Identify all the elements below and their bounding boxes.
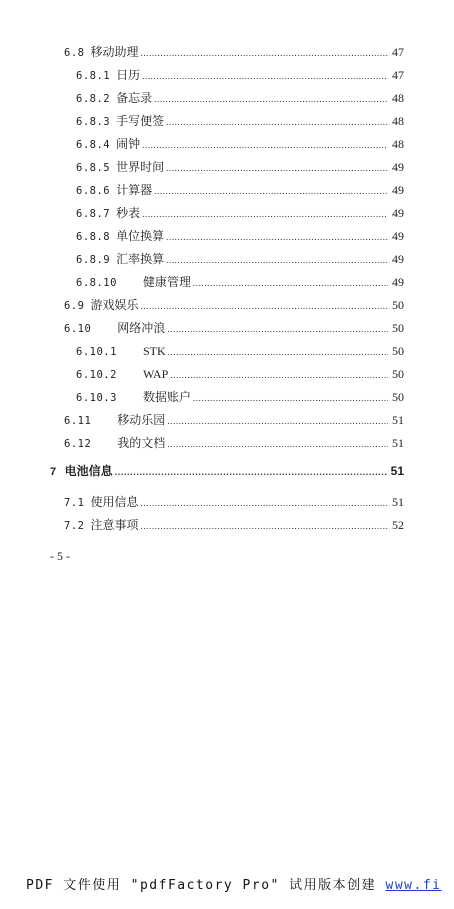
toc-leader-dots: [142, 67, 388, 85]
toc-entry-number: 6.11: [64, 415, 92, 427]
toc-entry[interactable]: [64, 516, 404, 534]
toc-entry-page: 51: [392, 495, 404, 509]
toc-entry-number: 6.8.6: [76, 185, 111, 197]
toc-entry-title: 世界时间: [116, 160, 165, 174]
toc-entry-page: 51: [390, 464, 404, 478]
toc-leader-dots: [167, 412, 388, 430]
toc-entry-page: 48: [392, 91, 404, 105]
toc-entry-title: 备忘录: [116, 91, 153, 105]
toc-entry-number: 6.10: [64, 323, 92, 335]
toc-entry[interactable]: [76, 273, 404, 291]
toc-entry-title: 闹钟: [116, 137, 141, 151]
toc-entry-number: 6.8.8: [76, 231, 111, 243]
toc-leader-dots: [166, 251, 388, 269]
toc-leader-dots: [166, 113, 388, 131]
toc-entry[interactable]: [76, 112, 404, 130]
toc-entry-title: 我的文档: [117, 436, 166, 450]
toc-entry-title: 注意事项: [90, 518, 139, 532]
toc-entry-number: 6.8: [64, 47, 85, 59]
toc-entry-number: 6.8.10: [76, 277, 117, 289]
toc-entry[interactable]: [76, 342, 404, 360]
toc-entry-title: 汇率换算: [116, 252, 165, 266]
toc-entry-page: 47: [392, 45, 404, 59]
toc-entry-page: 49: [392, 206, 404, 220]
toc-leader-dots: [140, 494, 388, 512]
toc-leader-dots: [140, 44, 388, 62]
toc-entry[interactable]: [76, 158, 404, 176]
toc-entry-number: 6.8.2: [76, 93, 111, 105]
toc-entry-page: 49: [392, 183, 404, 197]
toc-entry-number: 6.8.3: [76, 116, 111, 128]
toc-entry-number: 7.2: [64, 520, 85, 532]
toc-leader-dots: [167, 320, 388, 338]
toc-entry[interactable]: [50, 462, 404, 480]
toc-leader-dots: [140, 517, 388, 535]
toc-entry-number: 6.9: [64, 300, 85, 312]
toc-leader-dots: [142, 205, 388, 223]
toc-leader-dots: [167, 435, 388, 453]
toc-entry-page: 50: [392, 321, 404, 335]
toc-entry-title: 网络冲浪: [117, 321, 166, 335]
toc-entry-number: 6.12: [64, 438, 92, 450]
toc-entry[interactable]: [76, 365, 404, 383]
toc-leader-dots: [142, 136, 388, 154]
toc-entry[interactable]: [76, 227, 404, 245]
toc-entry-page: 52: [392, 518, 404, 532]
toc-entry-page: 50: [392, 298, 404, 312]
toc-leader-dots: [170, 366, 388, 384]
toc-entry-number: 6.8.9: [76, 254, 111, 266]
toc-entry-title: 健康管理: [142, 275, 191, 289]
toc-entry-page: 50: [392, 344, 404, 358]
toc-entry-number: 7.1: [64, 497, 85, 509]
toc-entry-page: 49: [392, 252, 404, 266]
toc-entry-number: 6.8.5: [76, 162, 111, 174]
toc-entry-title: 手写便签: [116, 114, 165, 128]
toc-entry-page: 47: [392, 68, 404, 82]
toc-entry[interactable]: [64, 43, 404, 61]
toc-entry-page: 50: [392, 367, 404, 381]
toc-entry-title: 使用信息: [90, 495, 139, 509]
toc-entry-page: 51: [392, 413, 404, 427]
toc-leader-dots: [193, 389, 388, 407]
toc-entry-page: 48: [392, 137, 404, 151]
toc-entry[interactable]: [76, 66, 404, 84]
pdf-footer: [26, 874, 441, 893]
toc-entry-title: 日历: [116, 68, 141, 82]
toc-entry-title: 秒表: [116, 206, 141, 220]
toc-entry[interactable]: [64, 296, 404, 314]
toc-entry-page: 49: [392, 275, 404, 289]
toc-entry-number: 6.10.1: [76, 346, 117, 358]
toc-entry-title: STK: [142, 344, 166, 358]
toc-entry-number: 6.8.1: [76, 70, 111, 82]
toc-entry-title: 移动助理: [90, 45, 139, 59]
toc-entry[interactable]: [64, 319, 404, 337]
toc-entry-page: 50: [392, 390, 404, 404]
toc-entry[interactable]: [76, 250, 404, 268]
toc-entry-title: 电池信息: [64, 464, 113, 478]
toc-leader-dots: [154, 182, 388, 200]
toc-entry[interactable]: [64, 434, 404, 452]
toc-entry-page: 49: [392, 229, 404, 243]
toc-entry[interactable]: [76, 181, 404, 199]
toc-entry[interactable]: [76, 204, 404, 222]
toc-entry-title: WAP: [142, 367, 169, 381]
footer-link[interactable]: www.fi: [385, 878, 442, 893]
toc-entry-page: 51: [392, 436, 404, 450]
toc-leader-dots: [193, 274, 388, 292]
toc-leader-dots: [166, 228, 388, 246]
toc-entry[interactable]: [76, 89, 404, 107]
toc-entry-number: 7: [50, 466, 57, 478]
toc-entry[interactable]: [76, 135, 404, 153]
toc-entry-number: 6.10.3: [76, 392, 117, 404]
toc-entry-number: 6.8.4: [76, 139, 111, 151]
toc-entry-number: 6.8.7: [76, 208, 111, 220]
toc-entry-title: 游戏娱乐: [90, 298, 139, 312]
toc-entry-title: 计算器: [116, 183, 153, 197]
toc-entry-number: 6.10.2: [76, 369, 117, 381]
toc-entry-page: 49: [392, 160, 404, 174]
toc-leader-dots: [166, 159, 388, 177]
toc-entry-title: 数据账户: [142, 390, 191, 404]
toc-entry[interactable]: [64, 493, 404, 511]
toc-entry-title: 单位换算: [116, 229, 165, 243]
toc-entry[interactable]: [64, 411, 404, 429]
toc-leader-dots: [115, 463, 388, 481]
toc-leader-dots: [140, 297, 388, 315]
page-number: - 5 -: [50, 549, 70, 563]
toc-entry-page: 48: [392, 114, 404, 128]
footer-text: PDF 文件使用 "pdfFactory Pro" 试用版本创建: [26, 878, 386, 893]
toc-entry-title: 移动乐园: [117, 413, 166, 427]
toc-entry[interactable]: [76, 388, 404, 406]
toc-leader-dots: [154, 90, 388, 108]
toc-leader-dots: [168, 343, 388, 361]
